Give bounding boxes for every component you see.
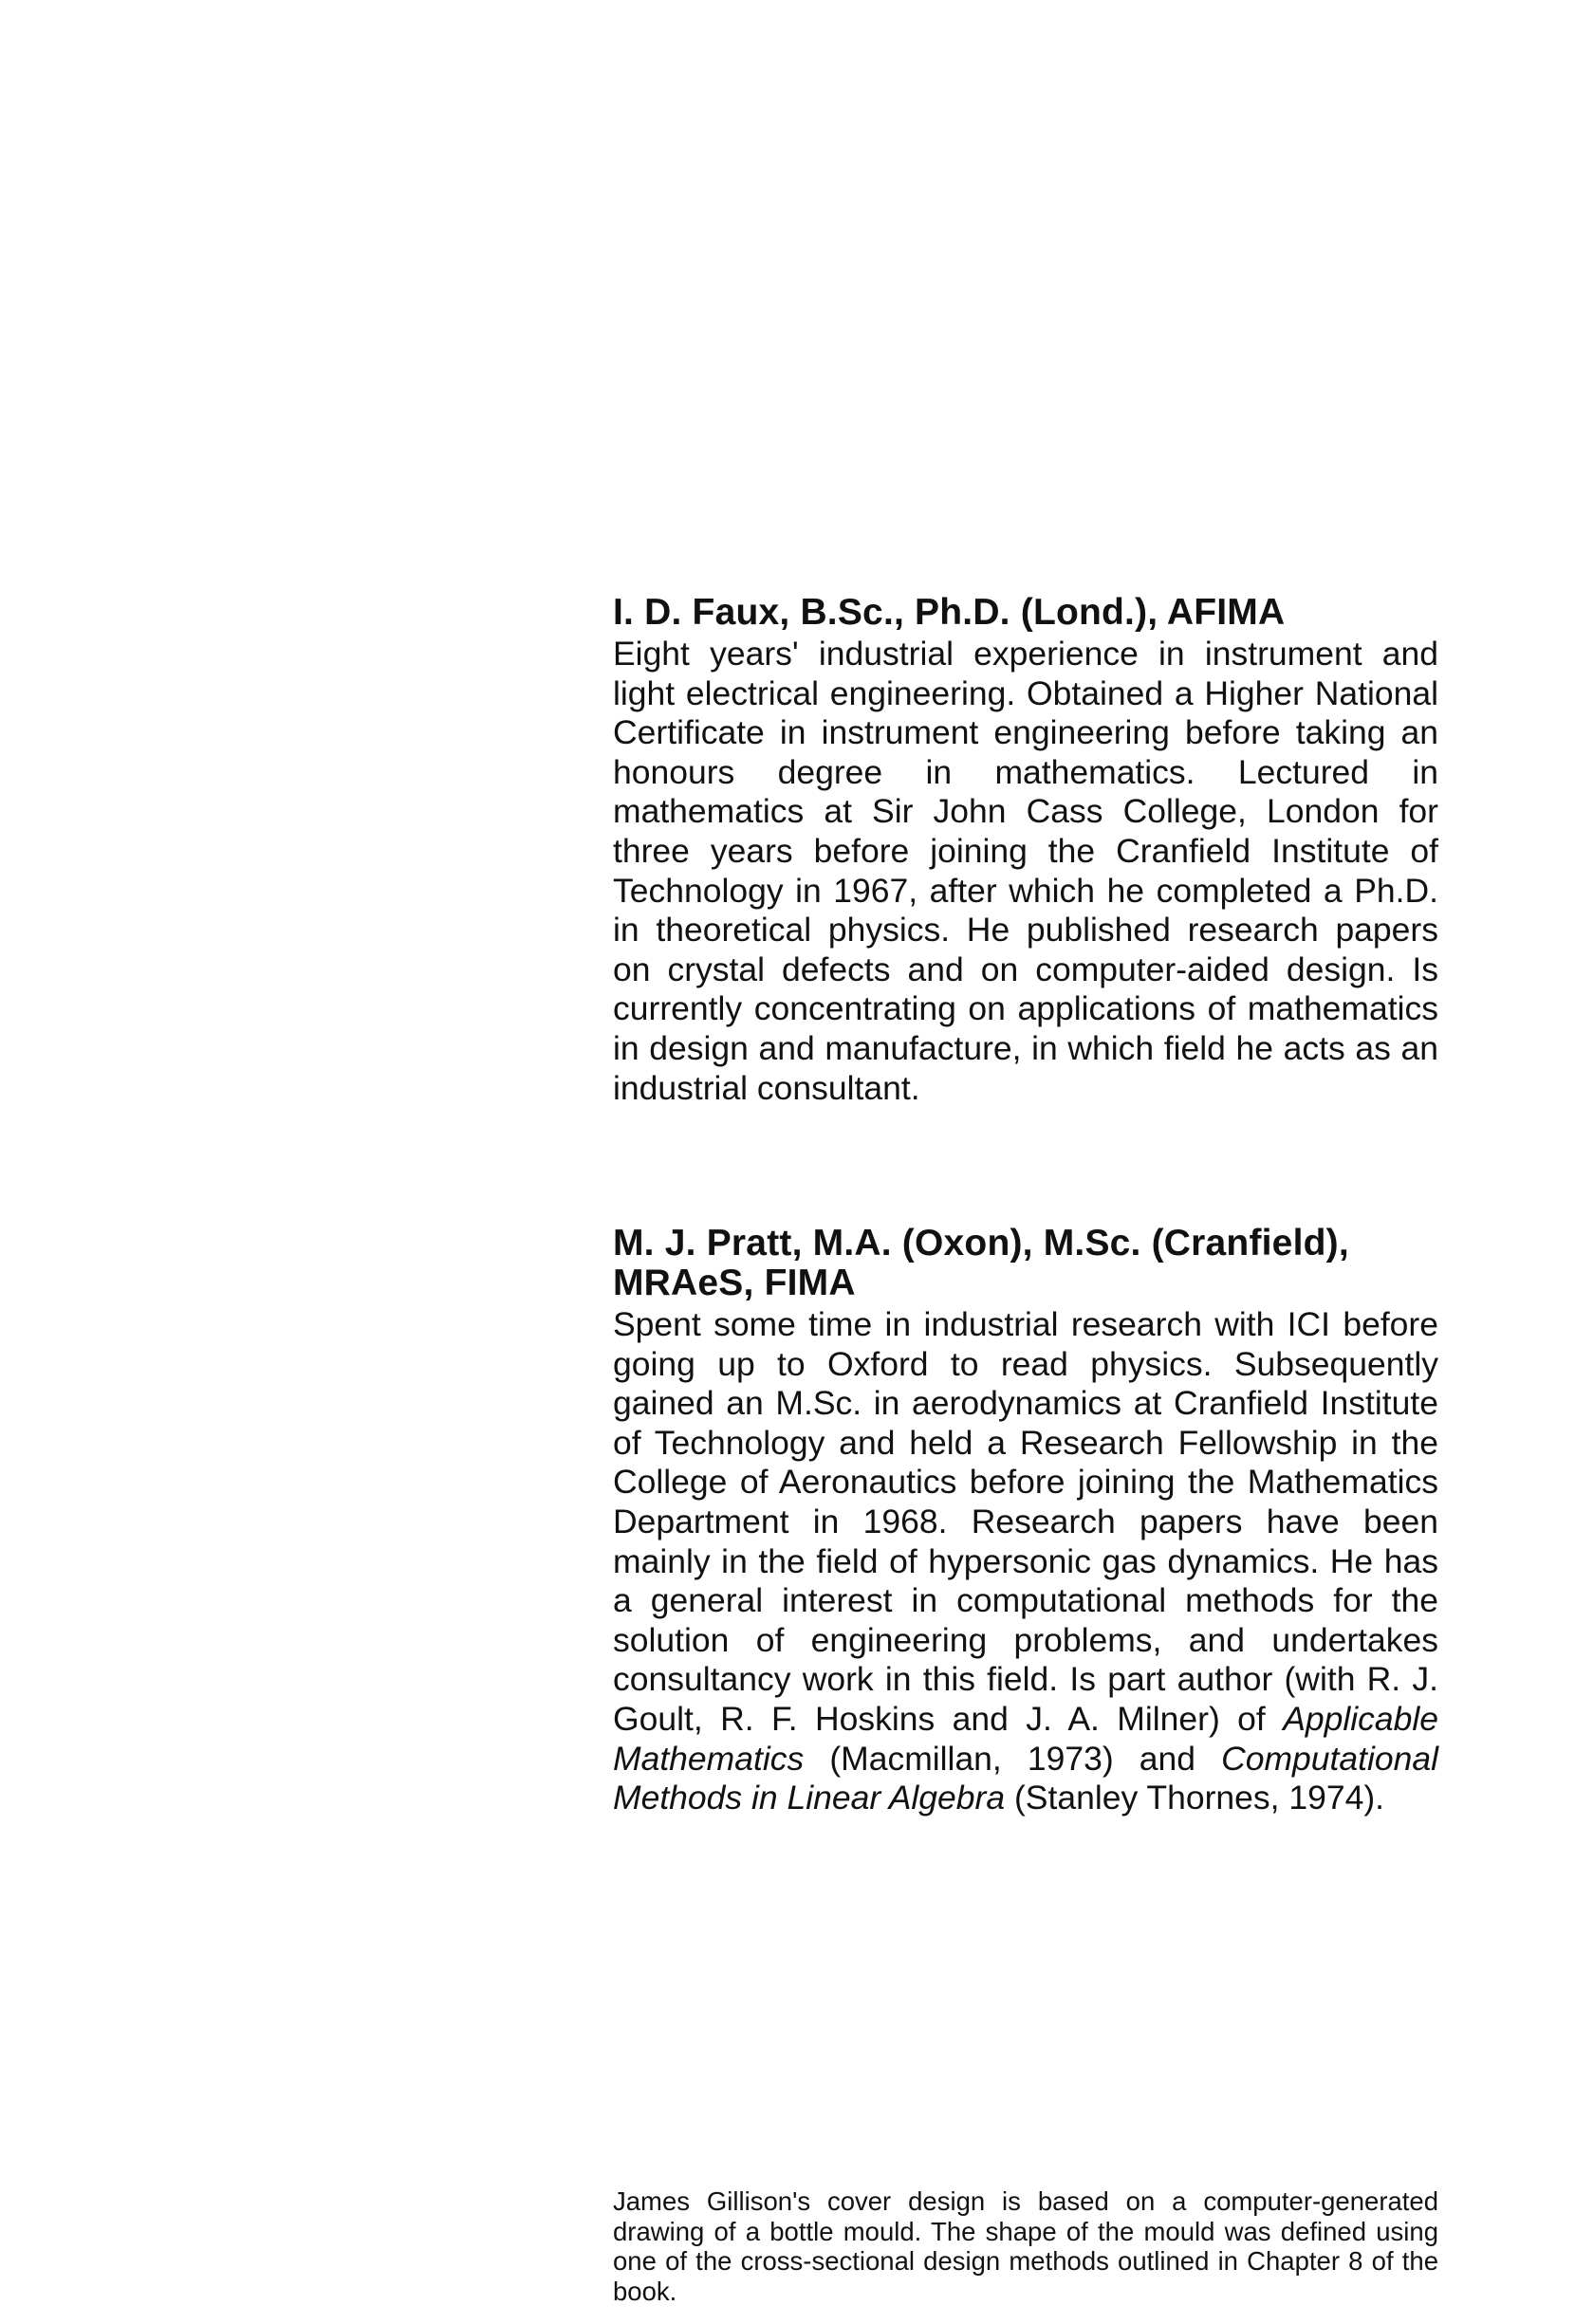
biography-text: Spent some time in industrial research with ICI before going up to Oxford to read physics. Subsequently gained an M.Sc. in aerodynamics at Cranfield Institute of Technology and held a Research Fellowship in the College of Aeronautics before joining the Mathematics Department in 1968. Research papers have been mainly in the field of hypersonic gas dynamics. He has a general interest in computational methods for the solution of engineering problems, and undertakes consultancy work in this field. Is part author (with R. J. Goult, R. F. Hoskins and J. A. Milner) of (613, 1305, 1438, 1738)
author-biography (613, 1305, 1438, 1818)
book-title: Applicable Mathematics (613, 1699, 1438, 1778)
publication-info: (Macmillan, 1973) and (804, 1739, 1222, 1778)
author-name: M. J. Pratt, M.A. (Oxon), M.Sc. (Cranfield), MRAeS, FIMA (613, 1223, 1349, 1303)
author-biography: Eight years' industrial experience in instrument and light electrical engineering. Obtained a Higher National Certificate in instrument engineering before taking an honours degree in mathematics. Lectured in mathematics at Sir John Cass College, London for three years before joining the Cranfield Institute of Technology in 1967, after which he completed a Ph.D. in theoretical physics. He published research papers on crystal defects and on computer-aided design. Is currently concentrating on applications of mathematics in design and manufacture, in which field he acts as an industrial consultant. (613, 635, 1438, 1107)
author-name: I. D. Faux, B.Sc., Ph.D. (Lond.), AFIMA (613, 592, 1286, 633)
author-bio-faux (613, 593, 1438, 1108)
book-title: Computational Methods in Linear Algebra (613, 1739, 1438, 1817)
author-bio-pratt (613, 1224, 1438, 1818)
publication-info: (Stanley Thornes, 1974). (1005, 1779, 1385, 1817)
cover-design-note: James Gillison's cover design is based on a computer-generated drawing of a bottle mould. The shape of the mould was defined using one of the cross-sectional design methods outlined in Chapter 8 of the book. (613, 2186, 1438, 2306)
